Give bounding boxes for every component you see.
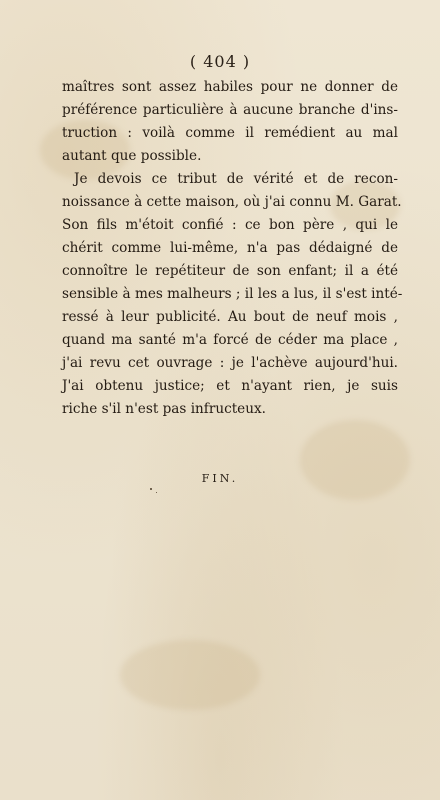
paper-stain bbox=[300, 420, 410, 500]
text-line: ressé à leur publicité. Au bout de neuf mois , bbox=[62, 309, 398, 325]
text-line: préférence particulière à aucune branche d'ins- bbox=[62, 102, 398, 118]
text-line: autant que possible. bbox=[62, 148, 202, 164]
text-line: chérit comme lui-même, n'a pas dédaigné de bbox=[62, 240, 398, 256]
ink-speck bbox=[150, 488, 152, 490]
text-line: maîtres sont assez habiles pour ne donner de bbox=[62, 79, 398, 95]
ink-speck bbox=[156, 492, 157, 493]
text-line: Je devois ce tribut de vérité et de recon- bbox=[74, 171, 398, 187]
end-mark: FIN. bbox=[201, 472, 239, 485]
paper-stain bbox=[120, 640, 260, 710]
text-line: truction : voilà comme il remédient au mal bbox=[62, 125, 398, 141]
text-line: sensible à mes malheurs ; il les a lus, il s'est inté- bbox=[62, 286, 403, 302]
text-line: J'ai obtenu justice; et n'ayant rien, je suis bbox=[62, 378, 398, 394]
page-number: ( 404 ) bbox=[189, 52, 251, 71]
text-line: quand ma santé m'a forcé de céder ma place , bbox=[62, 332, 398, 348]
body-text bbox=[62, 76, 403, 421]
text-line: riche s'il n'est pas infructeux. bbox=[62, 401, 266, 417]
text-line: j'ai revu cet ouvrage : je l'achève aujourd'hui. bbox=[62, 355, 398, 371]
text-line: connoître le repétiteur de son enfant; il a été bbox=[62, 263, 398, 279]
text-line: Son fils m'étoit confié : ce bon père , qui le bbox=[62, 217, 398, 233]
text-line: noissance à cette maison, où j'ai connu M. Garat. bbox=[62, 194, 402, 210]
